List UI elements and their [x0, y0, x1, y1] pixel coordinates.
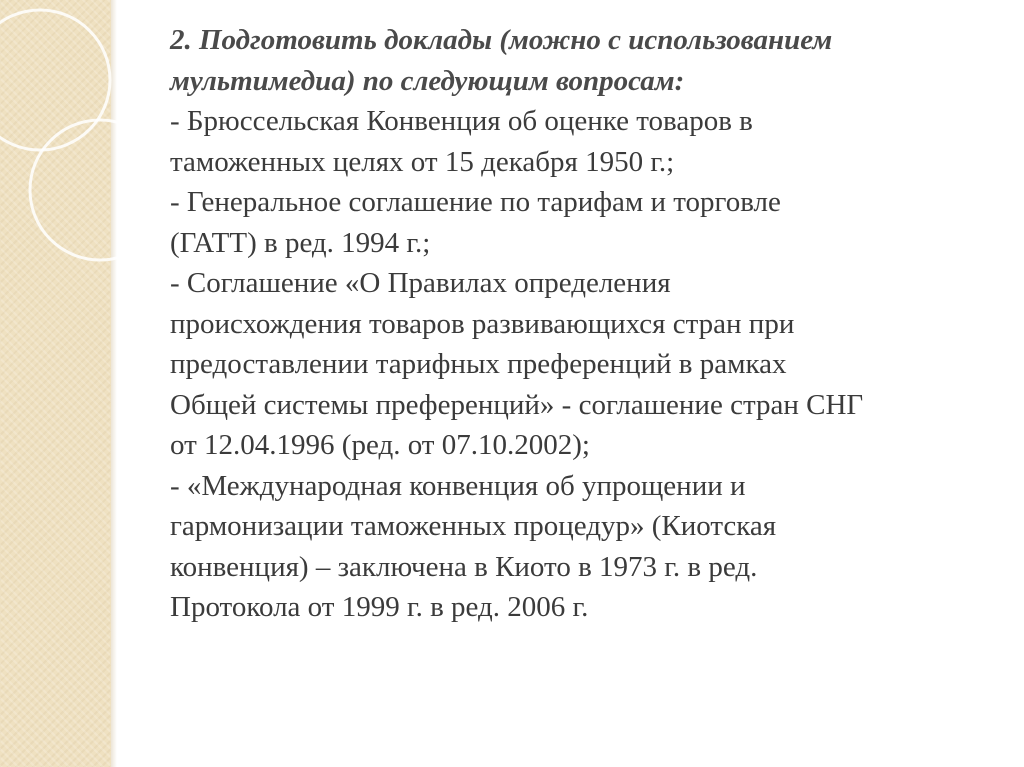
body-line: конвенция) – заключена в Киото в 1973 г. в ред.: [170, 550, 758, 583]
decorative-ring-lower: [30, 120, 140, 260]
decorative-ring-upper: [0, 10, 110, 150]
body-line: Протокола от 1999 г. в ред. 2006 г.: [170, 591, 589, 623]
body-line: - Генеральное соглашение по тарифам и торговле: [170, 186, 781, 218]
decorative-rings: [0, 0, 140, 330]
body-line: от 12.04.1996 (ред. от 07.10.2002);: [170, 429, 590, 461]
body-line: гармонизации таможенных процедур» (Киотская: [170, 510, 777, 542]
body-line: происхождения товаров развивающихся стран при: [170, 307, 795, 340]
slide-heading: [170, 20, 990, 101]
heading-line: мультимедиа) по следующим вопросам:: [170, 64, 685, 97]
body-line: - Соглашение «О Правилах определения: [170, 267, 671, 299]
body-line: предоставлении тарифных преференций в рамках: [170, 348, 787, 380]
body-line: таможенных целях от 15 декабря 1950 г.;: [170, 145, 675, 178]
slide-content: [170, 20, 990, 628]
slide-body: [170, 101, 990, 628]
body-line: - «Международная конвенция об упрощении и: [170, 469, 746, 502]
body-line: Общей системы преференций» - соглашение стран СНГ: [170, 388, 864, 421]
body-line: (ГАТТ) в ред. 1994 г.;: [170, 226, 431, 259]
heading-line: 2. Подготовить доклады (можно с использованием: [170, 24, 833, 56]
body-line: - Брюссельская Конвенция об оценке товаров в: [170, 105, 753, 137]
